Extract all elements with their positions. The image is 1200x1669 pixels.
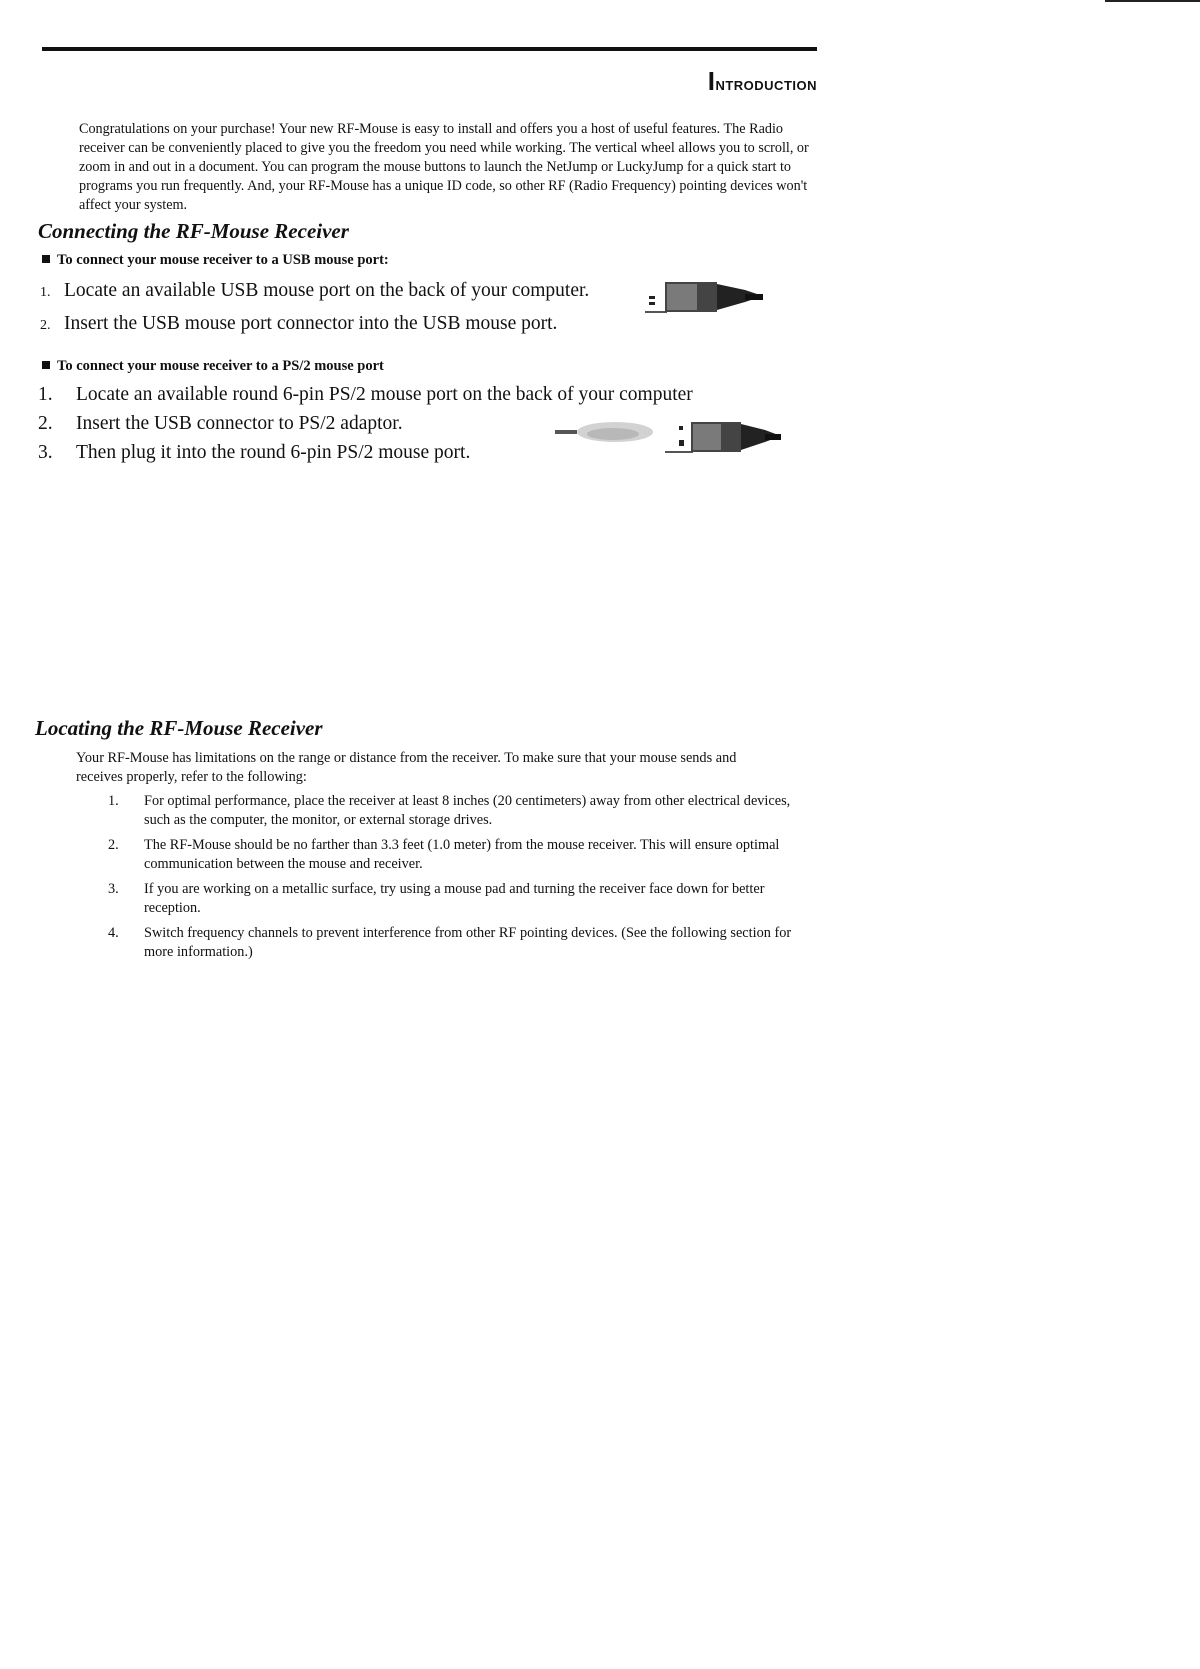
locating-heading: Locating the RF-Mouse Receiver bbox=[35, 716, 323, 740]
list-item: 1. Locate an available round 6-pin PS/2 mouse port on the back of your computer bbox=[38, 384, 693, 405]
connecting-heading: Connecting the RF-Mouse Receiver bbox=[38, 219, 349, 243]
usb-connector-icon bbox=[645, 278, 770, 318]
list-item: 2. Insert the USB mouse port connector into the USB mouse port. bbox=[40, 313, 558, 334]
bullet-square-icon bbox=[42, 361, 50, 369]
list-item: 4. Switch frequency channels to prevent interference from other RF pointing devices. (See the following section for more information.) bbox=[108, 925, 792, 960]
ps2-adaptor-icon bbox=[555, 418, 655, 448]
usb-connector-icon bbox=[665, 418, 785, 458]
section-heading: Introduction bbox=[707, 66, 817, 96]
ps2-instructions-heading: To connect your mouse receiver to a PS/2 mouse port bbox=[42, 358, 384, 375]
list-item: 1. For optimal performance, place the receiver at least 8 inches (20 centimeters) away from other electrical devices, such as the computer, the monitor, or external storage drives. bbox=[108, 793, 791, 828]
locating-steps-list bbox=[108, 792, 808, 968]
bullet-square-icon bbox=[42, 255, 50, 263]
list-item: 3. Then plug it into the round 6-pin PS/2 mouse port. bbox=[38, 442, 471, 463]
list-item: 1. Locate an available USB mouse port on the back of your computer. bbox=[40, 280, 590, 301]
usb-instructions-heading: To connect your mouse receiver to a USB mouse port: bbox=[42, 252, 389, 269]
list-item: 3. If you are working on a metallic surface, try using a mouse pad and turning the receiver face down for better reception. bbox=[108, 881, 765, 916]
intro-paragraph: Congratulations on your purchase! Your new RF-Mouse is easy to install and offers you a host of useful features. The Radio receiver can be conveniently placed to give you the freedom you need while working. The vertical wheel allows you to scroll, or zoom in and out in a document. You can program the mouse buttons to launch the NetJump or LuckyJump for a quick start to programs you run frequently. And, your RF-Mouse has a unique ID code, so other RF (Radio Frequency) pointing devices won't affect your system. bbox=[79, 121, 809, 213]
corner-rule bbox=[1105, 0, 1200, 2]
locating-intro: Your RF-Mouse has limitations on the range or distance from the receiver. To make sure that your mouse sends and receives properly, refer to the following: bbox=[76, 750, 737, 785]
list-item: 2. The RF-Mouse should be no farther than 3.3 feet (1.0 meter) from the mouse receiver. This will ensure optimal communication between the mouse and receiver. bbox=[108, 837, 780, 872]
list-item: 2. Insert the USB connector to PS/2 adaptor. bbox=[38, 413, 403, 434]
header-rule bbox=[42, 47, 817, 51]
usb-steps-list bbox=[40, 275, 630, 341]
